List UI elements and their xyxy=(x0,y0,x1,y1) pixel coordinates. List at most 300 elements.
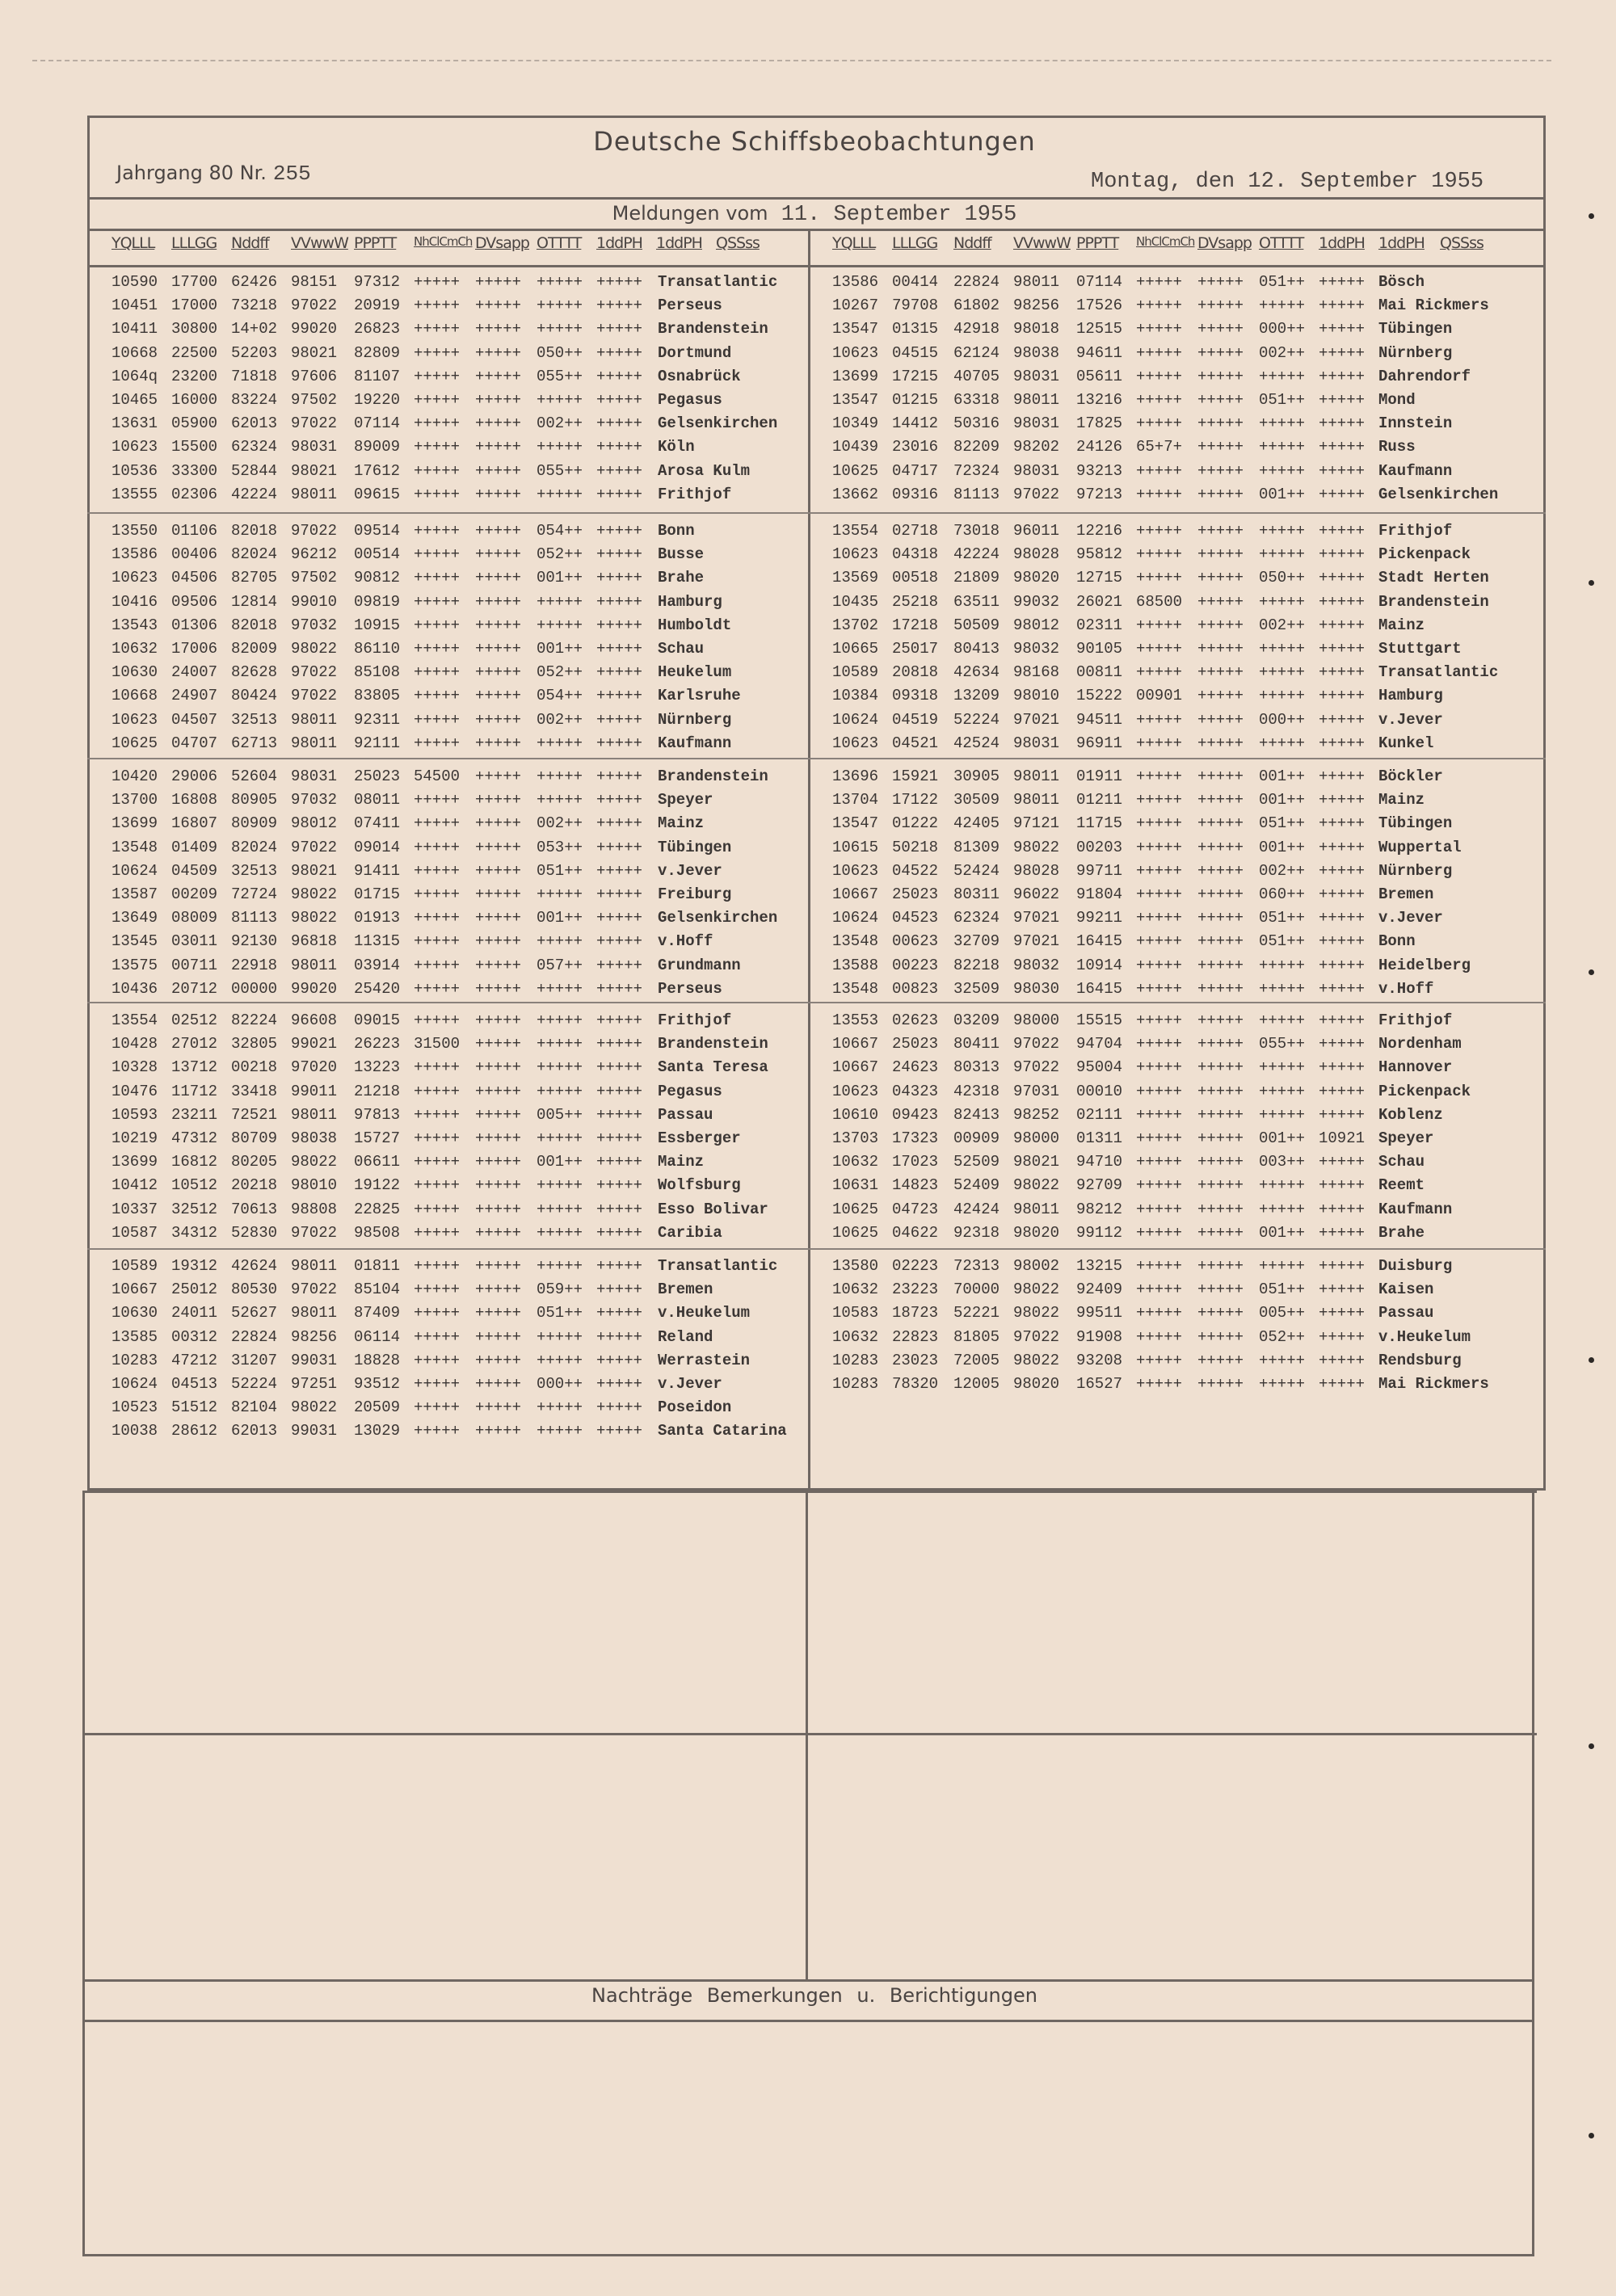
code-cell: 92130 xyxy=(231,932,278,951)
code-cell: 22824 xyxy=(231,1327,278,1346)
ship-name-cell: Stuttgart xyxy=(1378,640,1462,658)
code-cell: +++++ xyxy=(596,1011,643,1029)
code-cell: 92409 xyxy=(1076,1280,1123,1299)
code-cell: 52224 xyxy=(953,710,1000,729)
ship-name-cell: Duisburg xyxy=(1378,1257,1453,1275)
code-cell: 80311 xyxy=(953,885,1000,903)
col-header: DVsapp xyxy=(475,234,529,252)
code-cell: 72313 xyxy=(953,1257,1000,1275)
ship-name-cell: Kaufmann xyxy=(1378,1200,1453,1218)
code-cell: 82209 xyxy=(953,438,1000,456)
code-cell: 33300 xyxy=(171,461,218,480)
code-cell: 94511 xyxy=(1076,710,1123,729)
code-cell: 13585 xyxy=(112,1327,158,1346)
code-cell: 04521 xyxy=(892,734,939,752)
code-cell: +++++ xyxy=(1319,320,1366,339)
code-cell: 98252 xyxy=(1013,1105,1060,1124)
code-cell: 96818 xyxy=(291,932,338,951)
code-cell: +++++ xyxy=(475,932,522,951)
ship-name-cell: Speyer xyxy=(1378,1129,1434,1147)
code-cell: 17526 xyxy=(1076,296,1123,315)
code-cell: 33418 xyxy=(231,1082,278,1100)
code-cell: +++++ xyxy=(596,461,643,480)
code-cell: 002++ xyxy=(1259,343,1306,362)
code-cell: 98011 xyxy=(291,1105,338,1124)
code-cell: 98011 xyxy=(1013,273,1060,291)
code-cell: 10623 xyxy=(832,1082,879,1100)
code-cell: 13702 xyxy=(832,616,879,634)
ship-name-cell: Köln xyxy=(658,438,695,456)
ship-name-cell: Nürnberg xyxy=(658,710,732,729)
ship-name-cell: Mainz xyxy=(1378,791,1425,809)
code-cell: +++++ xyxy=(475,616,522,634)
code-cell: +++++ xyxy=(414,1129,461,1147)
code-cell: 97022 xyxy=(1013,1327,1060,1346)
code-cell: 13700 xyxy=(112,791,158,809)
column-header-rule xyxy=(87,265,1546,267)
footer-label: Nachträge Bemerkungen u. Berichtigungen xyxy=(591,1984,1037,2007)
code-cell: 25023 xyxy=(354,767,401,785)
ship-name-cell: Frithjof xyxy=(1378,1011,1453,1029)
code-cell: 98011 xyxy=(291,485,338,503)
code-cell: +++++ xyxy=(475,956,522,974)
table-row xyxy=(832,663,1519,687)
code-cell: +++++ xyxy=(475,1375,522,1393)
code-cell: 1064q xyxy=(112,367,158,385)
code-cell: 13703 xyxy=(832,1129,879,1147)
lower-left-edge xyxy=(82,1491,85,2254)
code-cell: 051++ xyxy=(1259,1280,1306,1299)
code-cell: 22823 xyxy=(892,1327,939,1346)
code-cell: +++++ xyxy=(1197,414,1244,433)
block-separator xyxy=(87,1248,1546,1250)
col-header: DVsapp xyxy=(1197,234,1252,252)
code-cell: 10625 xyxy=(112,734,158,752)
code-cell: +++++ xyxy=(537,485,583,503)
code-cell: 16812 xyxy=(171,1153,218,1171)
code-cell: +++++ xyxy=(1136,1129,1183,1147)
code-cell: 19312 xyxy=(171,1257,218,1275)
code-cell: 98011 xyxy=(1013,391,1060,409)
code-cell: +++++ xyxy=(475,663,522,682)
code-cell: 10589 xyxy=(832,663,879,682)
code-cell: 42224 xyxy=(953,545,1000,564)
code-cell: +++++ xyxy=(596,1200,643,1218)
code-cell: 32509 xyxy=(953,979,1000,998)
document-title: Deutsche Schiffsbeobachtungen xyxy=(593,126,1036,157)
code-cell: 002++ xyxy=(537,414,583,433)
code-cell: 68500 xyxy=(1136,592,1183,611)
code-cell: +++++ xyxy=(1259,1058,1306,1077)
ship-name-cell: Esso Bolivar xyxy=(658,1200,768,1218)
code-cell: 98011 xyxy=(291,710,338,729)
code-cell: 98022 xyxy=(291,1398,338,1417)
code-cell: 055++ xyxy=(537,367,583,385)
code-cell: +++++ xyxy=(1259,1105,1306,1124)
ship-name-cell: Frithjof xyxy=(1378,522,1453,540)
code-cell: 97502 xyxy=(291,391,338,409)
code-cell: 10349 xyxy=(832,414,879,433)
code-cell: 82809 xyxy=(354,343,401,362)
table-row xyxy=(112,1058,798,1082)
code-cell: +++++ xyxy=(1136,1375,1183,1393)
ship-name-cell: v.Jever xyxy=(1378,710,1443,729)
code-cell: +++++ xyxy=(537,1398,583,1417)
code-cell: 98012 xyxy=(291,814,338,833)
code-cell: +++++ xyxy=(1319,791,1366,809)
code-cell: +++++ xyxy=(596,1176,643,1195)
col-header: LLLGG xyxy=(171,234,217,252)
code-cell: +++++ xyxy=(537,1327,583,1346)
code-cell: +++++ xyxy=(414,522,461,540)
table-row xyxy=(112,814,798,838)
ship-name-cell: Kaisen xyxy=(1378,1280,1434,1299)
table-row xyxy=(832,273,1519,296)
table-row xyxy=(112,391,798,414)
code-cell: 00406 xyxy=(171,545,218,564)
code-cell: 23200 xyxy=(171,367,218,385)
code-cell: +++++ xyxy=(1319,767,1366,785)
code-cell: 051++ xyxy=(537,861,583,880)
code-cell: 34312 xyxy=(171,1223,218,1242)
code-cell: +++++ xyxy=(1197,438,1244,456)
code-cell: 98168 xyxy=(1013,663,1060,682)
code-cell: +++++ xyxy=(596,1105,643,1124)
code-cell: 09506 xyxy=(171,592,218,611)
code-cell: 10587 xyxy=(112,1223,158,1242)
code-cell: 42634 xyxy=(953,663,1000,682)
code-cell: 82024 xyxy=(231,838,278,856)
code-cell: +++++ xyxy=(1197,1351,1244,1369)
code-cell: 051++ xyxy=(1259,932,1306,951)
code-cell: +++++ xyxy=(1319,1280,1366,1299)
code-cell: +++++ xyxy=(537,391,583,409)
code-cell: +++++ xyxy=(414,838,461,856)
code-cell: +++++ xyxy=(1197,909,1244,927)
lower-center-divider xyxy=(806,1491,808,1979)
code-cell: +++++ xyxy=(475,1082,522,1100)
code-cell: +++++ xyxy=(596,1223,643,1242)
code-cell: 051++ xyxy=(1259,273,1306,291)
code-cell: +++++ xyxy=(414,1200,461,1218)
table-row xyxy=(112,1129,798,1153)
code-cell: 31500 xyxy=(414,1035,461,1053)
code-cell: +++++ xyxy=(1136,979,1183,998)
code-cell: 82024 xyxy=(231,545,278,564)
code-cell: +++++ xyxy=(596,1422,643,1440)
code-cell: 52604 xyxy=(231,767,278,785)
code-cell: 20919 xyxy=(354,296,401,315)
code-cell: 00901 xyxy=(1136,687,1183,705)
code-cell: 10667 xyxy=(832,1058,879,1077)
code-cell: 17825 xyxy=(1076,414,1123,433)
code-cell: 13569 xyxy=(832,569,879,587)
table-row xyxy=(832,1328,1519,1352)
table-row xyxy=(832,885,1519,909)
code-cell: +++++ xyxy=(414,1422,461,1440)
ship-name-cell: Brandenstein xyxy=(658,1035,768,1053)
table-row xyxy=(832,1257,1519,1280)
code-cell: 22500 xyxy=(171,343,218,362)
code-cell: 30800 xyxy=(171,320,218,339)
code-cell: +++++ xyxy=(1197,296,1244,315)
code-cell: 79708 xyxy=(892,296,939,315)
code-cell: +++++ xyxy=(1136,391,1183,409)
table-row xyxy=(112,616,798,640)
code-cell: +++++ xyxy=(1197,1200,1244,1218)
code-cell: +++++ xyxy=(1259,414,1306,433)
code-cell: 52424 xyxy=(953,861,1000,880)
code-cell: +++++ xyxy=(1197,1153,1244,1171)
ship-name-cell: Dortmund xyxy=(658,343,732,362)
code-cell: 97022 xyxy=(291,838,338,856)
code-cell: 10630 xyxy=(112,663,158,682)
code-cell: 09014 xyxy=(354,838,401,856)
code-cell: 10219 xyxy=(112,1129,158,1147)
code-cell: 99020 xyxy=(291,979,338,998)
col-header: OTTTT xyxy=(537,234,582,252)
code-cell: +++++ xyxy=(1319,616,1366,634)
code-cell: 07411 xyxy=(354,814,401,833)
code-cell: 01306 xyxy=(171,616,218,634)
code-cell: +++++ xyxy=(414,1105,461,1124)
code-cell: +++++ xyxy=(1197,1105,1244,1124)
code-cell: +++++ xyxy=(414,414,461,433)
code-cell: 99010 xyxy=(291,592,338,611)
code-cell: 24623 xyxy=(892,1058,939,1077)
code-cell: +++++ xyxy=(1319,1105,1366,1124)
code-cell: 98020 xyxy=(1013,1375,1060,1393)
block-separator xyxy=(87,758,1546,759)
code-cell: 10583 xyxy=(832,1304,879,1323)
ship-name-cell: Stadt Herten xyxy=(1378,569,1489,587)
code-cell: 04323 xyxy=(892,1082,939,1100)
table-row xyxy=(112,1352,798,1375)
code-cell: 15222 xyxy=(1076,687,1123,705)
code-cell: 00514 xyxy=(354,545,401,564)
code-cell: +++++ xyxy=(1319,592,1366,611)
table-row xyxy=(112,932,798,956)
code-cell: 96911 xyxy=(1076,734,1123,752)
code-cell: +++++ xyxy=(1197,885,1244,903)
table-row xyxy=(112,414,798,438)
code-cell: 26223 xyxy=(354,1035,401,1053)
code-cell: +++++ xyxy=(1319,909,1366,927)
footer-rule xyxy=(82,2020,1533,2022)
table-row xyxy=(112,957,798,980)
code-cell: 17122 xyxy=(892,791,939,809)
code-cell: +++++ xyxy=(1319,687,1366,705)
code-cell: +++++ xyxy=(596,367,643,385)
code-cell: 10632 xyxy=(832,1153,879,1171)
code-cell: 93213 xyxy=(1076,461,1123,480)
code-cell: +++++ xyxy=(1136,861,1183,880)
ship-name-cell: Speyer xyxy=(658,791,713,809)
table-row xyxy=(832,545,1519,569)
code-cell: +++++ xyxy=(596,1327,643,1346)
code-cell: 21809 xyxy=(953,569,1000,587)
code-cell: 14+02 xyxy=(231,320,278,339)
code-cell: +++++ xyxy=(414,391,461,409)
code-cell: +++++ xyxy=(1259,1375,1306,1393)
code-cell: +++++ xyxy=(1259,438,1306,456)
table-row xyxy=(112,734,798,758)
code-cell: 98032 xyxy=(1013,956,1060,974)
code-cell: 10283 xyxy=(112,1351,158,1369)
code-cell: +++++ xyxy=(1319,710,1366,729)
code-cell: 98022 xyxy=(291,909,338,927)
code-cell: 29006 xyxy=(171,767,218,785)
code-cell: +++++ xyxy=(1136,1058,1183,1077)
code-cell: +++++ xyxy=(1197,710,1244,729)
code-cell: 98021 xyxy=(1013,1153,1060,1171)
ship-name-cell: Schau xyxy=(1378,1153,1425,1171)
code-cell: 001++ xyxy=(537,909,583,927)
table-row xyxy=(112,1176,798,1200)
code-cell: 32513 xyxy=(231,710,278,729)
ship-name-cell: Pegasus xyxy=(658,1082,722,1100)
code-cell: 98028 xyxy=(1013,545,1060,564)
code-cell: +++++ xyxy=(1136,1223,1183,1242)
code-cell: +++++ xyxy=(596,932,643,951)
table-row xyxy=(832,687,1519,710)
code-cell: 17218 xyxy=(892,616,939,634)
ship-name-cell: Gelsenkirchen xyxy=(658,909,778,927)
code-cell: +++++ xyxy=(1259,296,1306,315)
ship-name-cell: Perseus xyxy=(658,979,722,998)
table-row xyxy=(112,1280,798,1304)
code-cell: +++++ xyxy=(1136,1351,1183,1369)
code-cell: 04513 xyxy=(171,1375,218,1393)
code-cell: 52627 xyxy=(231,1304,278,1323)
code-cell: 09015 xyxy=(354,1011,401,1029)
code-cell: 32513 xyxy=(231,861,278,880)
code-cell: +++++ xyxy=(1136,1304,1183,1323)
ship-name-cell: Gelsenkirchen xyxy=(1378,485,1499,503)
code-cell: 23016 xyxy=(892,438,939,456)
table-row xyxy=(832,767,1519,791)
table-row xyxy=(832,391,1519,414)
table-row xyxy=(112,687,798,710)
code-cell: +++++ xyxy=(1136,909,1183,927)
col-header: QSSss xyxy=(716,234,760,252)
code-cell: +++++ xyxy=(475,1327,522,1346)
code-cell: 00010 xyxy=(1076,1082,1123,1100)
code-cell: 10623 xyxy=(112,569,158,587)
ship-name-cell: Passau xyxy=(658,1105,713,1124)
code-cell: 99112 xyxy=(1076,1223,1123,1242)
ship-name-cell: Nürnberg xyxy=(1378,343,1453,362)
code-cell: +++++ xyxy=(1197,663,1244,682)
code-cell: +++++ xyxy=(596,522,643,540)
code-cell: +++++ xyxy=(1136,461,1183,480)
code-cell: 10439 xyxy=(832,438,879,456)
code-cell: 04519 xyxy=(892,710,939,729)
ship-name-cell: Kaufmann xyxy=(658,734,732,752)
code-cell: 10623 xyxy=(832,343,879,362)
code-cell: 13545 xyxy=(112,932,158,951)
code-cell: 97021 xyxy=(1013,932,1060,951)
col-header: YQLLL xyxy=(832,234,876,252)
code-cell: +++++ xyxy=(1319,885,1366,903)
code-cell: 82009 xyxy=(231,640,278,658)
code-cell: 13631 xyxy=(112,414,158,433)
table-row xyxy=(832,1153,1519,1176)
code-cell: 000++ xyxy=(537,1375,583,1393)
ship-name-cell: Osnabrück xyxy=(658,367,741,385)
code-cell: +++++ xyxy=(596,414,643,433)
code-cell: +++++ xyxy=(537,592,583,611)
ship-name-cell: Arosa Kulm xyxy=(658,461,751,480)
code-cell: +++++ xyxy=(1259,734,1306,752)
ship-name-cell: Karlsruhe xyxy=(658,687,741,705)
table-row xyxy=(832,932,1519,956)
ship-name-cell: Bösch xyxy=(1378,273,1425,291)
table-row xyxy=(112,545,798,569)
code-cell: +++++ xyxy=(1319,663,1366,682)
code-cell: 000++ xyxy=(1259,710,1306,729)
table-row xyxy=(832,593,1519,616)
code-cell: +++++ xyxy=(1197,956,1244,974)
code-cell: 10337 xyxy=(112,1200,158,1218)
table-row xyxy=(112,767,798,791)
ship-name-cell: Santa Teresa xyxy=(658,1058,768,1077)
code-cell: +++++ xyxy=(596,1153,643,1171)
code-cell: 002++ xyxy=(1259,616,1306,634)
code-cell: 97606 xyxy=(291,367,338,385)
code-cell: 10623 xyxy=(112,438,158,456)
code-cell: 72521 xyxy=(231,1105,278,1124)
code-cell: 98031 xyxy=(1013,414,1060,433)
code-cell: 97022 xyxy=(291,1223,338,1242)
code-cell: +++++ xyxy=(475,1200,522,1218)
code-cell: 80413 xyxy=(953,640,1000,658)
table-row xyxy=(832,1035,1519,1058)
code-cell: 01315 xyxy=(892,320,939,339)
code-cell: +++++ xyxy=(1136,1011,1183,1029)
code-cell: +++++ xyxy=(414,367,461,385)
code-cell: 28612 xyxy=(171,1422,218,1440)
table-row xyxy=(112,909,798,932)
code-cell: 10623 xyxy=(112,710,158,729)
code-cell: +++++ xyxy=(596,861,643,880)
table-row xyxy=(832,522,1519,545)
code-cell: +++++ xyxy=(537,438,583,456)
code-cell: 13588 xyxy=(832,956,879,974)
code-cell: 10631 xyxy=(832,1176,879,1195)
code-cell: 98022 xyxy=(291,640,338,658)
code-cell: 97032 xyxy=(291,791,338,809)
center-divider xyxy=(808,229,810,1491)
code-cell: 17323 xyxy=(892,1129,939,1147)
code-cell: 05900 xyxy=(171,414,218,433)
code-cell: 10615 xyxy=(832,838,879,856)
table-row xyxy=(832,1083,1519,1106)
code-cell: 25023 xyxy=(892,1035,939,1053)
table-row xyxy=(112,1224,798,1247)
table-row xyxy=(832,734,1519,758)
code-cell: 97022 xyxy=(291,687,338,705)
table-row xyxy=(832,640,1519,663)
code-cell: 91804 xyxy=(1076,885,1123,903)
code-cell: 98038 xyxy=(1013,343,1060,362)
table-row xyxy=(112,1398,798,1422)
code-cell: 72324 xyxy=(953,461,1000,480)
ship-name-cell: Rendsburg xyxy=(1378,1351,1462,1369)
code-cell: 42624 xyxy=(231,1257,278,1275)
code-cell: 16415 xyxy=(1076,979,1123,998)
code-cell: +++++ xyxy=(1136,296,1183,315)
